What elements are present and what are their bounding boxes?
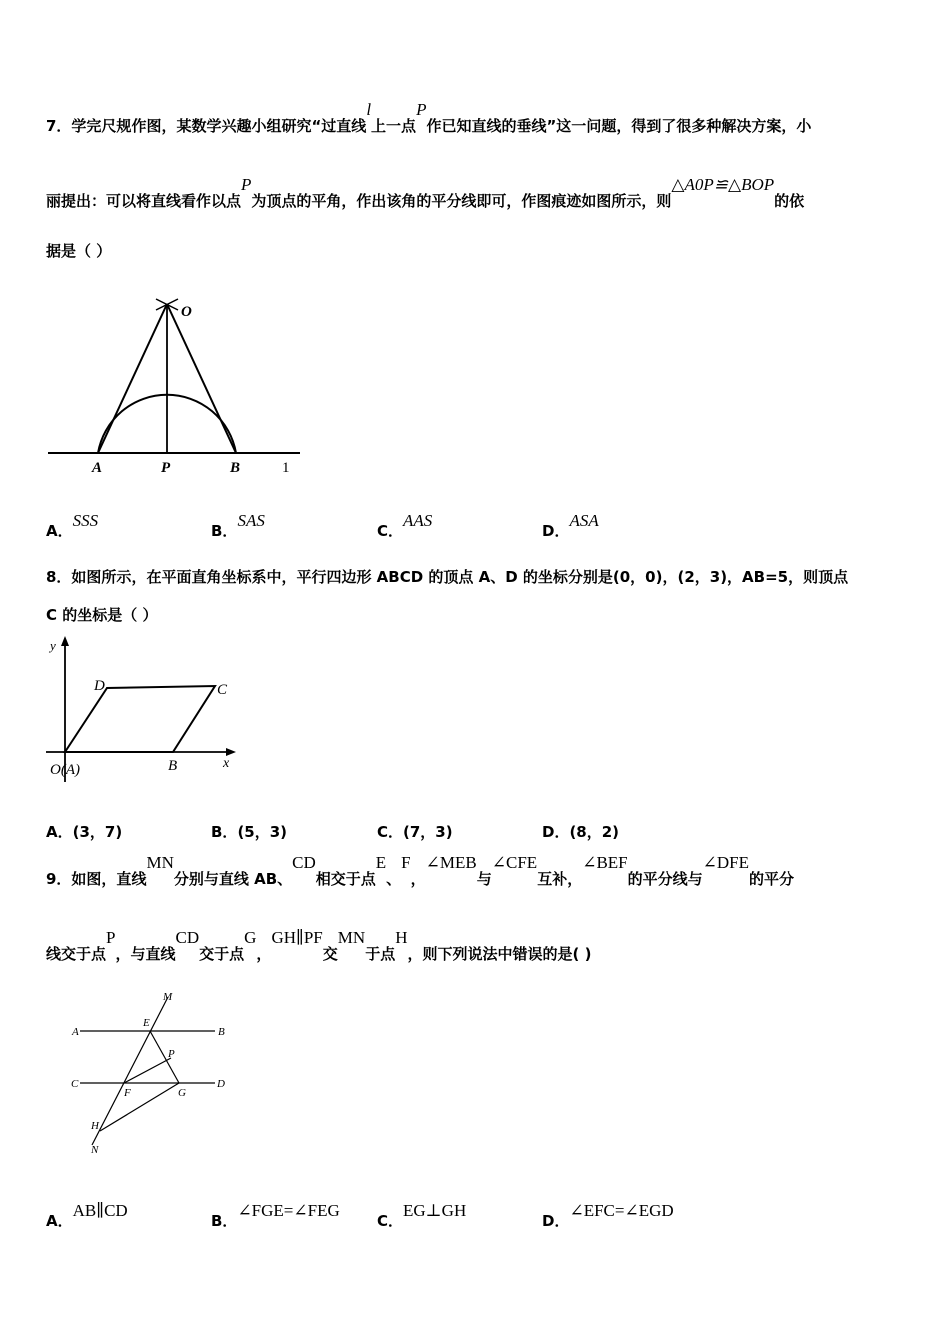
q9-figure (60, 985, 250, 1160)
q9-text-5: ， (410, 870, 426, 888)
q9-text-7: 互补， (537, 870, 583, 888)
q7-text-1: 7．学完尺规作图，某数学兴趣小组研究“过直线 (46, 117, 367, 135)
q8-y-arrow-icon (61, 636, 69, 646)
q8-text-1: 8．如图所示，在平面直角坐标系中，平行四边形 ABCD 的顶点 A、D 的坐标分别是(0，0)，(2，3)，AB=5，则顶点 (46, 568, 849, 586)
q7-option-d-value: ASA (569, 511, 599, 530)
q7-option-a-value: SSS (72, 511, 99, 530)
q9-text-4: 、 (386, 870, 402, 888)
q9-math-h: H (395, 928, 408, 947)
q9-math-gh-parallel-pf: GH∥PF (271, 928, 323, 947)
q9-math-bef: ∠BEF (582, 853, 628, 872)
q8-parallelogram (65, 686, 215, 752)
q7-text-6: 的依 (774, 192, 805, 210)
q9-math-dfe: ∠DFE (702, 853, 750, 872)
q7-figure (40, 290, 310, 480)
q7-math-p2: P (241, 175, 252, 194)
q7-label-a: A (92, 460, 103, 476)
q8-label-origin: O(A) (50, 762, 80, 778)
q8-x-arrow-icon (226, 748, 236, 756)
q7-option-a-label: A． (46, 522, 73, 540)
q9-text-1: 9．如图，直线 (46, 870, 147, 888)
q7-option-d[interactable] (542, 511, 599, 541)
q9-text-11: ，与直线 (115, 945, 176, 963)
q7-segment-ob (167, 304, 236, 453)
q7-label-l: 1 (282, 460, 290, 476)
q7-stem-line2 (46, 175, 805, 211)
q9-math-e: E (375, 853, 387, 872)
q7-math-l: l (366, 100, 372, 119)
q9-label-a: A (72, 1026, 79, 1038)
q7-label-p: P (161, 460, 171, 476)
q9-label-f: F (124, 1087, 131, 1099)
q9-math-cd: CD (292, 853, 316, 872)
q9-option-a-label: A． (46, 1212, 73, 1230)
q9-label-e: E (143, 1017, 150, 1029)
q9-math-cd2: CD (175, 928, 200, 947)
q8-option-d-label: D． (542, 823, 570, 841)
q8-option-b[interactable] (211, 821, 287, 842)
q9-label-n: N (91, 1144, 99, 1156)
q7-label-o: O (181, 304, 192, 320)
q9-option-b-label: B． (211, 1212, 238, 1230)
q9-math-mn: MN (146, 853, 174, 872)
q9-text-14: 交 (322, 945, 338, 963)
q8-figure (40, 632, 250, 782)
q8-label-y: y (50, 638, 56, 653)
q9-text-9: 的平分 (749, 870, 795, 888)
q7-option-b[interactable] (211, 511, 265, 541)
q8-label-c: C (217, 682, 228, 698)
q9-text-3: 相交于点 (315, 870, 376, 888)
q7-option-c[interactable] (377, 511, 433, 541)
q8-label-x: x (223, 756, 230, 771)
q9-text-12: 交于点 (199, 945, 245, 963)
q9-text-6: 与 (476, 870, 492, 888)
q9-option-b-value: ∠FGE=∠FEG (237, 1201, 340, 1220)
q9-math-g: G (244, 928, 257, 947)
q9-label-c: C (71, 1078, 79, 1090)
q9-label-p: P (168, 1048, 175, 1060)
q9-label-b: B (218, 1026, 225, 1038)
q8-option-b-label: B． (211, 823, 238, 841)
q8-option-c-label: C． (377, 823, 404, 841)
q9-option-c[interactable] (377, 1201, 467, 1231)
q8-stem-line1 (46, 566, 848, 587)
q8-option-c-value: (7，3) (403, 823, 453, 841)
q9-segment-fp (124, 1058, 171, 1083)
q8-option-d[interactable] (542, 821, 619, 842)
q7-math-p: P (416, 100, 427, 119)
q9-option-c-label: C． (377, 1212, 404, 1230)
q7-segment-oa (98, 304, 167, 453)
q7-option-c-value: AAS (403, 511, 433, 530)
q9-option-c-value: EG⊥GH (403, 1201, 467, 1220)
q9-stem-line1 (46, 853, 795, 889)
q9-label-h: H (91, 1120, 99, 1132)
q8-label-b: B (168, 758, 178, 774)
q9-math-p: P (106, 928, 116, 947)
q7-option-b-value: SAS (237, 511, 265, 530)
q9-math-cfe: ∠CFE (491, 853, 538, 872)
q7-text-3: 作已知直线的垂线”这一问题，得到了很多种解决方案，小 (426, 117, 812, 135)
q9-math-mn2: MN (337, 928, 366, 947)
q9-stem-line2 (46, 928, 592, 964)
q9-math-meb: ∠MEB (425, 853, 477, 872)
q9-text-2: 分别与直线 AB、 (173, 870, 293, 888)
q8-stem-line2 (46, 604, 157, 625)
q7-text-5: 为顶点的平角，作出该角的平分线即可，作图痕迹如图所示，则 (251, 192, 672, 210)
q8-label-d: D (94, 678, 105, 694)
q9-label-d: D (217, 1078, 225, 1090)
q8-text-2: C 的坐标是（ ） (46, 606, 158, 624)
q8-option-c[interactable] (377, 821, 453, 842)
q7-option-c-label: C． (377, 522, 404, 540)
q9-option-b[interactable] (211, 1201, 340, 1231)
q8-option-b-value: (5，3) (237, 823, 288, 841)
q7-text-4: 丽提出：可以将直线看作以点 (46, 192, 242, 210)
q9-option-a[interactable] (46, 1201, 128, 1231)
q7-option-b-label: B． (211, 522, 238, 540)
q9-math-f: F (401, 853, 411, 872)
q9-text-16: ，则下列说法中错误的是( ) (407, 945, 592, 963)
q7-math-congruence: △A0P≌△BOP (671, 175, 775, 194)
q9-option-d[interactable] (542, 1201, 674, 1231)
q7-text-2: 上一点 (371, 117, 417, 135)
q7-stem-line3 (46, 240, 111, 261)
q9-label-g: G (178, 1087, 186, 1099)
q7-text-7: 据是（ ） (46, 242, 112, 260)
q9-option-d-label: D． (542, 1212, 570, 1230)
q7-stem-line1 (46, 100, 812, 136)
q8-option-a[interactable] (46, 821, 122, 842)
q9-option-d-value: ∠EFC=∠EGD (569, 1201, 674, 1220)
q8-option-a-label: A． (46, 823, 73, 841)
q9-text-13: ， (256, 945, 272, 963)
q7-label-b: B (230, 460, 241, 476)
q9-text-15: 于点 (365, 945, 396, 963)
q8-option-a-value: (3，7) (72, 823, 123, 841)
q9-line-mn (92, 997, 168, 1145)
q9-text-8: 的平分线与 (627, 870, 703, 888)
q9-option-a-value: AB∥CD (72, 1201, 128, 1220)
q9-label-m: M (163, 991, 173, 1003)
q7-option-a[interactable] (46, 511, 99, 541)
q7-option-d-label: D． (542, 522, 570, 540)
q8-option-d-value: (8，2) (569, 823, 620, 841)
q9-text-10: 线交于点 (46, 945, 107, 963)
